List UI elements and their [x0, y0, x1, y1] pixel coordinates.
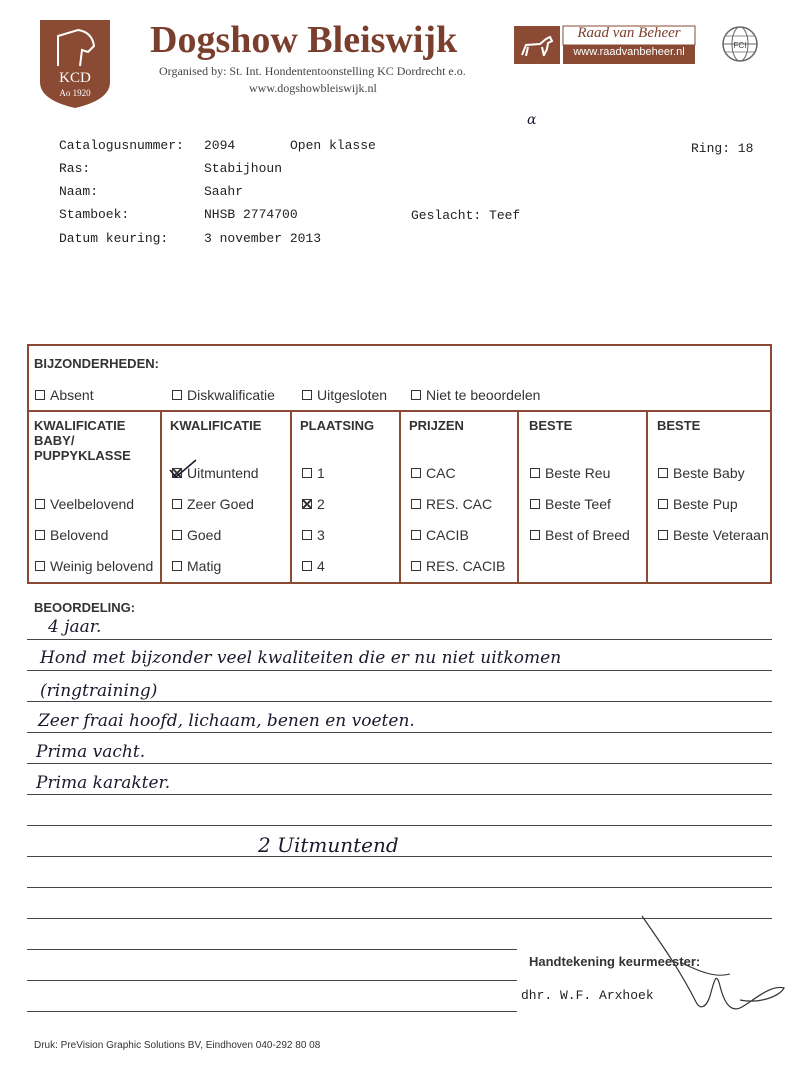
- column-divider: [646, 410, 648, 584]
- writing-line: [27, 670, 772, 671]
- checkbox-plaats-1[interactable]: [302, 465, 325, 481]
- checkbox-icon[interactable]: [35, 561, 45, 571]
- checkbox-label: Uitgesloten: [317, 387, 388, 403]
- catalogus-value: 2094: [204, 138, 236, 153]
- column-divider: [160, 410, 162, 584]
- checkbox-plaats-2[interactable]: [302, 496, 325, 512]
- judge-signature: [620, 912, 790, 1022]
- checkbox-absent[interactable]: [35, 387, 94, 403]
- print-footer: Druk: PreVision Graphic Solutions BV, Eindhoven 040-292 80 08: [34, 1040, 321, 1051]
- checkbox-cac[interactable]: [411, 465, 456, 481]
- website-text: www.dogshowbleiswijk.nl: [249, 81, 377, 95]
- writing-line: [27, 639, 772, 640]
- header-plaatsing: PLAATSING: [300, 418, 375, 433]
- logo-year-text: Ao 1920: [59, 88, 91, 98]
- checkbox-icon[interactable]: [530, 468, 540, 478]
- checkbox-label: Niet te beoordelen: [426, 387, 541, 403]
- checkbox-diskwalificatie[interactable]: [172, 387, 275, 403]
- handwritten-line: Prima vacht.: [36, 742, 146, 762]
- fci-globe-icon: [721, 25, 759, 63]
- checkbox-label: Beste Pup: [673, 496, 738, 512]
- checkbox-label: Beste Reu: [545, 465, 611, 481]
- checkbox-icon[interactable]: [530, 499, 540, 509]
- checkbox-label: 3: [317, 527, 325, 543]
- writing-line: [27, 701, 772, 702]
- checkbox-label: Beste Veteraan: [673, 527, 769, 543]
- writing-line: [27, 1011, 517, 1012]
- column-divider: [399, 410, 401, 584]
- handwritten-line: 4 jaar.: [48, 617, 102, 637]
- checkbox-label: RES. CAC: [426, 496, 493, 512]
- checkbox-icon[interactable]: [302, 390, 312, 400]
- datum-value: 3 november 2013: [204, 231, 322, 246]
- column-divider: [517, 410, 519, 584]
- writing-line: [27, 794, 772, 795]
- checkbox-label: Best of Breed: [545, 527, 630, 543]
- handwritten-checkmark-icon: [168, 458, 198, 480]
- checkbox-uitgesloten[interactable]: [302, 387, 387, 403]
- checkbox-beste-pup[interactable]: [658, 496, 738, 512]
- checkbox-icon[interactable]: [35, 390, 45, 400]
- checkbox-weinig-belovend[interactable]: [35, 558, 153, 574]
- checkbox-goed[interactable]: [172, 527, 221, 543]
- checkbox-label: 1: [317, 465, 325, 481]
- margin-mark: α: [527, 112, 537, 128]
- checkbox-beste-veteraan[interactable]: [658, 527, 769, 543]
- writing-line: [27, 732, 772, 733]
- checkbox-beste-reu[interactable]: [530, 465, 610, 481]
- beoordeling-title: BEOORDELING:: [34, 600, 136, 615]
- writing-line: [27, 825, 772, 826]
- checkbox-label: Goed: [187, 527, 222, 543]
- kcd-logo: [38, 18, 112, 110]
- writing-line: [27, 856, 772, 857]
- page-title: Dogshow Bleiswijk: [150, 19, 458, 61]
- column-divider: [290, 410, 292, 584]
- logo-kcd-text: KCD: [59, 70, 91, 86]
- organiser-text: Organised by: St. Int. Hondententoonstelling KC Dordrecht e.o.: [159, 64, 466, 78]
- checkbox-label: Belovend: [50, 527, 109, 543]
- bijzonderheden-title: BIJZONDERHEDEN:: [34, 356, 159, 371]
- checked-checkbox-icon[interactable]: [302, 499, 312, 509]
- naam-label: Naam:: [59, 184, 99, 199]
- naam-value: Saahr: [204, 184, 244, 199]
- checkbox-plaats-4[interactable]: [302, 558, 325, 574]
- header-beste: BESTE: [657, 418, 701, 433]
- checkbox-icon[interactable]: [172, 499, 182, 509]
- fci-label: FCI: [733, 41, 747, 50]
- checkbox-icon[interactable]: [411, 561, 421, 571]
- checkbox-icon[interactable]: [302, 530, 312, 540]
- checkbox-matig[interactable]: [172, 558, 221, 574]
- checkbox-label: Uitmuntend: [187, 465, 259, 481]
- header-beste: BESTE: [529, 418, 573, 433]
- checkbox-label: Veelbelovend: [50, 496, 135, 512]
- checkbox-beste-teef[interactable]: [530, 496, 611, 512]
- judge-name: dhr. W.F. Arxhoek: [521, 988, 654, 1003]
- stamboek-label: Stamboek:: [59, 207, 130, 222]
- checkbox-icon[interactable]: [411, 468, 421, 478]
- signature-label: Handtekening keurmeester:: [529, 954, 701, 969]
- datum-label: Datum keuring:: [59, 231, 169, 246]
- checkbox-label: Matig: [187, 558, 222, 574]
- checkbox-icon[interactable]: [530, 530, 540, 540]
- checkbox-icon[interactable]: [658, 499, 668, 509]
- handwritten-line: (ringtraining): [40, 681, 158, 701]
- checkbox-icon[interactable]: [411, 530, 421, 540]
- checkbox-label: Absent: [50, 387, 94, 403]
- raad-name: Raad van Beheer: [577, 25, 681, 41]
- checkbox-icon[interactable]: [302, 561, 312, 571]
- checkbox-res-cacib[interactable]: [411, 558, 505, 574]
- handwritten-line: Prima karakter.: [36, 773, 171, 793]
- ras-label: Ras:: [59, 161, 91, 176]
- checkbox-zeer-goed[interactable]: [172, 496, 254, 512]
- klasse-value: Open klasse: [290, 138, 376, 153]
- checkbox-beste-baby[interactable]: [658, 465, 745, 481]
- checkbox-icon[interactable]: [658, 530, 668, 540]
- checkbox-label: Beste Baby: [673, 465, 745, 481]
- checkbox-best-of-breed[interactable]: [530, 527, 630, 543]
- checkbox-label: RES. CACIB: [426, 558, 506, 574]
- writing-line: [27, 887, 772, 888]
- checkbox-icon[interactable]: [35, 499, 45, 509]
- catalogus-label: Catalogusnummer:: [59, 138, 184, 153]
- ras-value: Stabijhoun: [204, 161, 283, 176]
- checkbox-label: Zeer Goed: [187, 496, 254, 512]
- checkbox-icon[interactable]: [35, 530, 45, 540]
- checkbox-label: Beste Teef: [545, 496, 611, 512]
- ring-value: Ring: 18: [691, 141, 754, 156]
- checkbox-icon[interactable]: [658, 468, 668, 478]
- raad-url: www.raadvanbeheer.nl: [573, 46, 685, 58]
- writing-line: [27, 763, 772, 764]
- checkbox-niet-te-beoordelen[interactable]: [411, 387, 540, 403]
- checkbox-icon[interactable]: [411, 499, 421, 509]
- checkbox-label: Weinig belovend: [50, 558, 154, 574]
- checkbox-icon[interactable]: [172, 561, 182, 571]
- checkbox-cacib[interactable]: [411, 527, 469, 543]
- checkbox-label: CACIB: [426, 527, 469, 543]
- header-prijzen: PRIJZEN: [409, 418, 464, 433]
- checkbox-icon[interactable]: [172, 390, 182, 400]
- checkbox-label: Diskwalificatie: [187, 387, 275, 403]
- checkbox-veelbelovend[interactable]: [35, 496, 134, 512]
- writing-line: [27, 980, 517, 981]
- checkbox-label: 2: [317, 496, 325, 512]
- checkbox-belovend[interactable]: [35, 527, 108, 543]
- stamboek-value: NHSB 2774700: [204, 207, 298, 222]
- checkbox-icon[interactable]: [411, 390, 421, 400]
- checkbox-label: 4: [317, 558, 325, 574]
- checkbox-plaats-3[interactable]: [302, 527, 325, 543]
- header-kwalificatie-baby: KWALIFICATIE BABY/ PUPPYKLASSE: [34, 418, 131, 463]
- geslacht-value: Geslacht: Teef: [411, 208, 521, 223]
- writing-line: [27, 949, 517, 950]
- checkbox-label: CAC: [426, 465, 456, 481]
- checkbox-icon[interactable]: [172, 530, 182, 540]
- checkbox-icon[interactable]: [302, 468, 312, 478]
- checkbox-res-cac[interactable]: [411, 496, 492, 512]
- handwritten-line: Zeer fraai hoofd, lichaam, benen en voeten.: [38, 711, 415, 731]
- header-kwalificatie: KWALIFICATIE: [170, 418, 262, 433]
- handwritten-line: Hond met bijzonder veel kwaliteiten die er nu niet uitkomen: [40, 648, 562, 668]
- handwritten-line: 2 Uitmuntend: [258, 833, 399, 857]
